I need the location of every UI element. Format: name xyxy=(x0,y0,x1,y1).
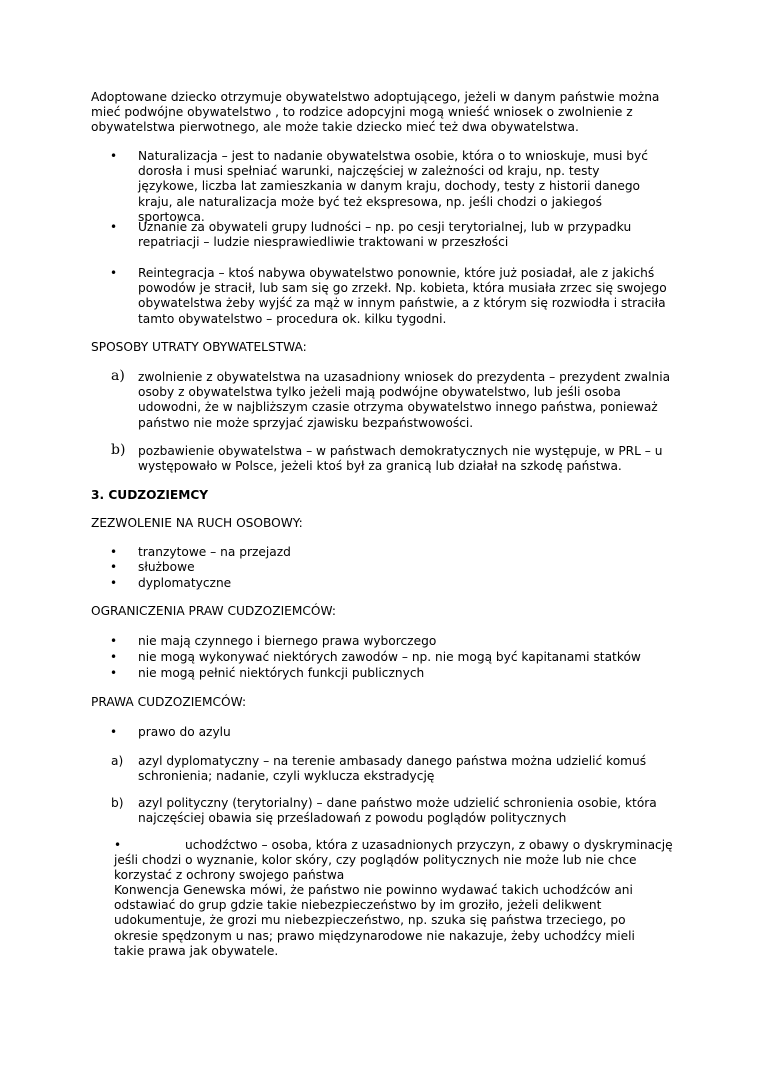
list-marker: a) xyxy=(111,754,124,768)
bullet-marker: • xyxy=(110,545,118,559)
movement-heading: ZEZWOLENIE NA RUCH OSOBOWY: xyxy=(91,516,303,530)
bullet-marker: • xyxy=(110,634,118,648)
intro-paragraph: Adoptowane dziecko otrzymuje obywatelstwo adoptującego, jeżeli w danym państwie można mieć podwójne obywatelstwo , to rodzice adopcyjni mogą wnieść wniosek o zwolnienie z obywatelstwa pierwotnego, ale może takie dziecko mieć też dwa obywatelstwa. xyxy=(91,90,660,135)
rights-item: prawo do azylu xyxy=(138,725,231,739)
naturalization-item: Naturalizacja – jest to nadanie obywatelstwa osobie, która o to wnioskuje, musi być dorosła i musi spełniać warunki, najczęściej w zależności od kraju, np. testy językowe, liczba lat zamieszkania w danym kraju, dochody, testy z historii danego kraju, ale naturalizacja może być też ekspresowa, np. jeśli chodzi o jakiegoś sportowca. xyxy=(138,149,648,224)
movement-item: tranzytowe – na przejazd xyxy=(138,545,291,559)
limits-heading: OGRANICZENIA PRAW CUDZOZIEMCÓW: xyxy=(91,604,336,618)
loss-item-release: zwolnienie z obywatelstwa na uzasadniony wniosek do prezydenta – prezydent zwalnia osoby z obywatelstwa tylko jeżeli mają podwójne obywatelstwo, lub jeśli osoba udowodni, że w najbliższym czasie otrzyma obywatelstwo innego państwa, ponieważ państwo nie może sprzyjać zjawisku bezpaństwowości. xyxy=(138,370,671,430)
list-marker: a) xyxy=(111,368,125,384)
rights-heading: PRAWA CUDZOZIEMCÓW: xyxy=(91,695,247,709)
asylum-political-item: azyl polityczny (terytorialny) – dane państwo może udzielić schronienia osobie, która najczęściej obawia się prześladowań z powodu poglądów politycznych xyxy=(138,796,657,826)
geneva-paragraph: Konwencja Genewska mówi, że państwo nie powinno wydawać takich uchodźców ani odstawiać do grup gdzie takie niebezpieczeństwo by im groziło, jeżeli delikwent udokumentuje, że grozi mu niebezpieczeństwo, np. szuka się państwa trzeciego, po okresie spędzonym u nas; prawo międzynarodowe nie nakazuje, żeby uchodźcy mieli takie prawa jak obywatele. xyxy=(114,883,635,958)
list-marker: b) xyxy=(111,796,124,810)
bullet-marker: • xyxy=(110,149,118,163)
reintegration-item: Reintegracja – ktoś nabywa obywatelstwo ponownie, które już posiadał, ale z jakichś powodów je stracił, lub sam się go zrzekł. Np. kobieta, która musiała zrzec się swojego obywatelstwa żeby wyjść za mąż w innym państwie, a z którym się rozwiodła i straciła tamto obywatelstwo – procedura ok. kilku tygodni. xyxy=(138,266,667,326)
bullet-marker: • xyxy=(110,220,118,234)
recognition-item: Uznanie za obywateli grupy ludności – np. po cesji terytorialnej, lub w przypadku repatriacji – ludzie niesprawiedliwie traktowani w przeszłości xyxy=(138,220,632,250)
loss-item-deprivation: pozbawienie obywatelstwa – w państwach demokratycznych nie występuje, w PRL – u występowało w Polsce, jeżeli ktoś był za granicą lub działał na szkodę państwa. xyxy=(138,444,663,474)
bullet-marker: • xyxy=(110,725,118,739)
section-title: 3. CUDZOZIEMCY xyxy=(91,488,209,502)
refugee-item-first-line: uchodźctwo – osoba, która z uzasadnionych przyczyn, z obawy o dyskryminację xyxy=(185,838,673,852)
limits-item: nie mogą wykonywać niektórych zawodów – np. nie mogą być kapitanami statków xyxy=(138,650,641,664)
bullet-marker: • xyxy=(114,838,122,852)
list-marker: b) xyxy=(111,442,126,458)
limits-item: nie mogą pełnić niektórych funkcji publicznych xyxy=(138,666,425,680)
bullet-marker: • xyxy=(110,650,118,664)
limits-item: nie mają czynnego i biernego prawa wyborczego xyxy=(138,634,437,648)
bullet-marker: • xyxy=(110,266,118,280)
loss-heading: SPOSOBY UTRATY OBYWATELSTWA: xyxy=(91,340,307,354)
bullet-marker: • xyxy=(110,560,118,574)
refugee-item-rest: jeśli chodzi o wyznanie, kolor skóry, czy poglądów politycznych nie może lub nie chce korzystać z ochrony swojego państwa xyxy=(114,853,637,883)
movement-item: dyplomatyczne xyxy=(138,576,232,590)
bullet-marker: • xyxy=(110,576,118,590)
movement-item: służbowe xyxy=(138,560,195,574)
bullet-marker: • xyxy=(110,666,118,680)
asylum-diplomatic-item: azyl dyplomatyczny – na terenie ambasady danego państwa można udzielić komuś schronienia; nadanie, czyli wyklucza ekstradycję xyxy=(138,754,647,784)
